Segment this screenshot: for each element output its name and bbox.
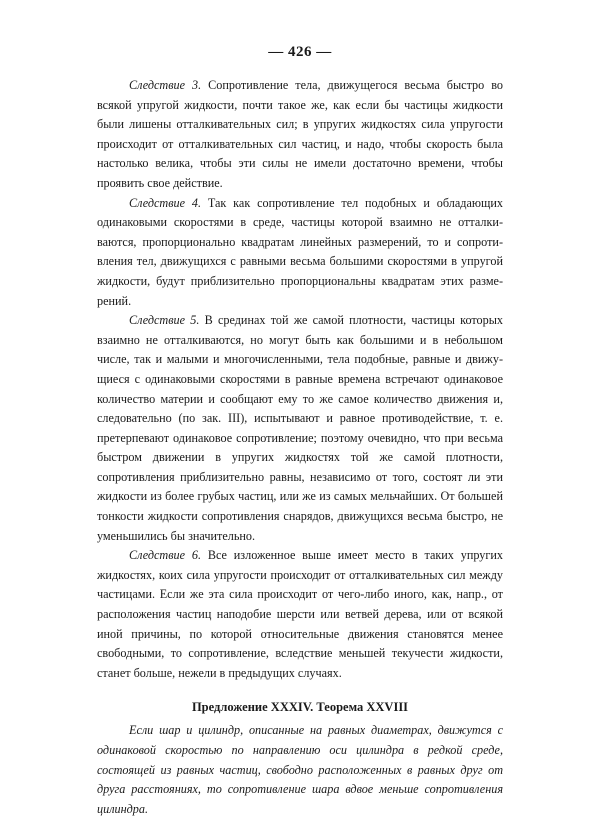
corollary-label: Следствие 4. xyxy=(129,195,202,210)
corollary-3 xyxy=(97,76,503,194)
page-number: — 426 — xyxy=(268,44,332,60)
corollary-4 xyxy=(97,194,503,312)
corollary-text: Сопротивление тела, движущегося весьма быстро во всякой упругой жидкости, почти такое же, как если бы частицы жидкости были лишены отталкивательных сил; в упругих жидкостях сила упругости происходит от отталкивательных сил частиц, и надо, чтобы скорость была настолько велика, чтобы эти силы не имели достаточно времени, чтобы проявить свое действие. xyxy=(97,78,503,190)
proposition-heading: Предложение XXXIV. Теорема XXVIII xyxy=(191,700,409,715)
theorem-statement: Если шар и цилиндр, описанные на равных диаметрах, движутся с одинаковой скоростью по направлению оси цилиндра в редкой среде, состоящей из равных частиц, свободно расположенных в равных друг от друга расстояниях, то сопротивление шара вдвое меньше сопротивления цилиндра. xyxy=(97,723,503,816)
corollary-text: В срединах той же самой плотности, частицы которых взаимно не отталкиваются, но могут быть как большими и в небольшом числе, так и малыми и многочисленными, тела подобные, равные и движущиеся с одинаковыми скоростями в равные времена встречают одинаковое количество материи и сообщают ему то же самое количество движения и, следовательно (по зак. III), испытывают и равное противодействие, т. е. претерпевают одинаковое сопротивление; поэтому очевидно, что при весьма быстром движении в упругих жидкостях той же самой плотности, сопротивления приблизительно равны, независимо от того, состоят ли эти жидкости из более грубых частиц, или же из самых мельчайших. От большей тонкости жидкости сопротивления снарядов, движущихся весьма быстро, не уменьшились бы значительно. xyxy=(97,313,504,543)
corollary-text: Так как сопротивление тел подобных и обладающих одинаковыми скоростями в среде, частицы которой взаимно не отталкиваются, пропорционально квадратам линейных размерений, то и сопротивления тел, движущихся с равными весьма большими скоростями в упругой жидкости, будут приблизительно пропорциональны квадратам этих размерений. xyxy=(97,195,503,308)
body-text xyxy=(97,76,503,819)
corollary-label: Следствие 5. xyxy=(129,313,200,328)
corollary-text: Все изложенное выше имеет место в таких упругих жидкостях, коих сила упругости происходит от отталкивательных сил между частицами. Если же эта сила происходит от чего-либо иного, как, напр., от расположения частиц наподобие шерсти или ветвей дерева, или от всякой иной причины, по которой относительные движения становятся менее свободными, то сопротивление, вследствие меньшей текучести жидкости, станет больше, нежели в предыдущих случаях. xyxy=(97,548,503,680)
corollary-label: Следствие 6. xyxy=(129,548,201,563)
corollary-label: Следствие 3. xyxy=(129,78,202,92)
corollary-6 xyxy=(97,546,503,683)
corollary-5 xyxy=(97,311,503,546)
